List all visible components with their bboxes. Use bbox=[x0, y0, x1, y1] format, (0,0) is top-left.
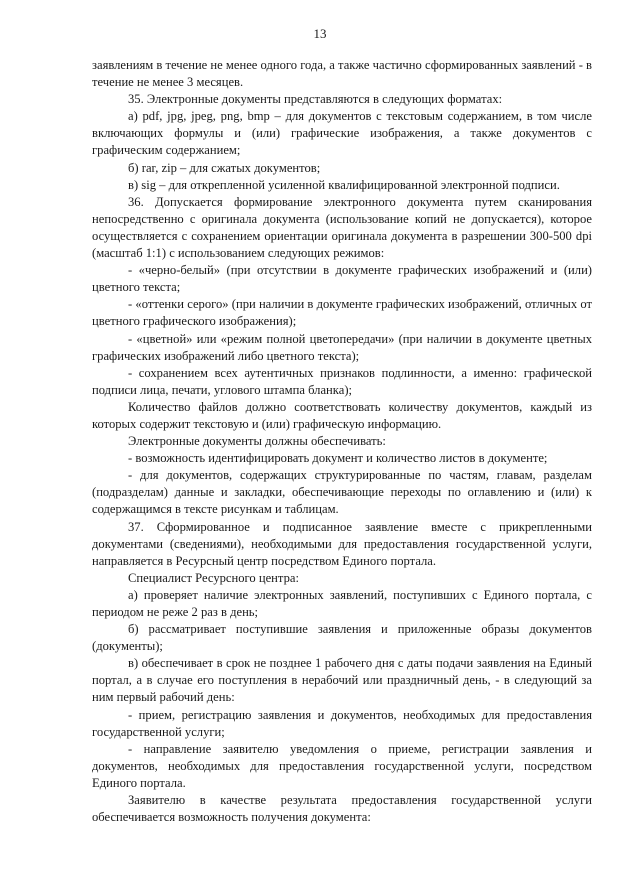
paragraph: в) sig – для открепленной усиленной квалифицированной электронной подписи. bbox=[128, 177, 560, 192]
paragraph: 36. Допускается формирование электронного документа путем сканирования непосредственно с оригинала документа (использование копий не допускается), которое осуществляется с сохранением ориентации оригинала документа в разрешении 300-500 dpi (масштаб 1:1) с использованием следующих режимов: bbox=[92, 194, 592, 261]
paragraph: б) рассматривает поступившие заявления и приложенные образы документов (документы); bbox=[92, 622, 592, 654]
paragraph: - направление заявителю уведомления о приеме, регистрации заявления и документов, необходимых для предоставления государственной услуги, посредством Единого портала. bbox=[92, 741, 592, 790]
paragraph: - «цветной» или «режим полной цветопередачи» (при наличии в документе цветных графических изображений либо цветного текста); bbox=[92, 331, 592, 363]
paragraph: - «черно-белый» (при отсутствии в документе графических изображений и (или) цветного текста; bbox=[92, 263, 592, 295]
paragraph: - сохранением всех аутентичных признаков подлинности, а именно: графической подписи лица, печати, углового штампа бланка); bbox=[92, 365, 592, 397]
paragraph: Количество файлов должно соответствовать количеству документов, каждый из которых содержит текстовую и (или) графическую информацию. bbox=[92, 399, 592, 431]
document-body bbox=[92, 57, 592, 826]
paragraph: 35. Электронные документы представляются в следующих форматах: bbox=[128, 92, 503, 107]
paragraph: Электронные документы должны обеспечивать: bbox=[128, 434, 386, 449]
paragraph: 37. Сформированное и подписанное заявление вместе с прикрепленными документами (сведениями), необходимыми для предоставления государственной услуги, направляется в Ресурсный центр посредством Единого портала. bbox=[92, 519, 592, 568]
page-number: 13 bbox=[313, 26, 327, 41]
paragraph: заявлениям в течение не менее одного года, а также частично сформированных заявлений - в течение не менее 3 месяцев. bbox=[92, 58, 592, 90]
paragraph: - для документов, содержащих структурированные по частям, главам, разделам (подразделам) данные и закладки, обеспечивающие переходы по оглавлению и (или) к содержащимся в тексте рисункам и таблицам. bbox=[92, 468, 592, 517]
paragraph: - возможность идентифицировать документ и количество листов в документе; bbox=[128, 451, 548, 466]
paragraph: б) rar, zip – для сжатых документов; bbox=[128, 160, 321, 175]
paragraph: а) проверяет наличие электронных заявлений, поступивших с Единого портала, с периодом не реже 2 раз в день; bbox=[92, 587, 592, 619]
paragraph: - прием, регистрацию заявления и документов, необходимых для предоставления государственной услуги; bbox=[92, 707, 592, 739]
paragraph: а) pdf, jpg, jpeg, png, bmp – для документов с текстовым содержанием, в том числе включающих формулы и (или) графические изображения, а также документов с графическим содержанием; bbox=[92, 109, 592, 158]
paragraph: - «оттенки серого» (при наличии в документе графических изображений, отличных от цветного графического изображения); bbox=[92, 297, 592, 329]
paragraph: в) обеспечивает в срок не позднее 1 рабочего дня с даты подачи заявления на Единый портал, а в случае его поступления в нерабочий или праздничный день, - в следующий за ним первый рабочий день: bbox=[92, 656, 592, 705]
paragraph: Заявителю в качестве результата предоставления государственной услуги обеспечивается возможность получения документа: bbox=[92, 793, 592, 825]
paragraph: Специалист Ресурсного центра: bbox=[128, 570, 299, 585]
